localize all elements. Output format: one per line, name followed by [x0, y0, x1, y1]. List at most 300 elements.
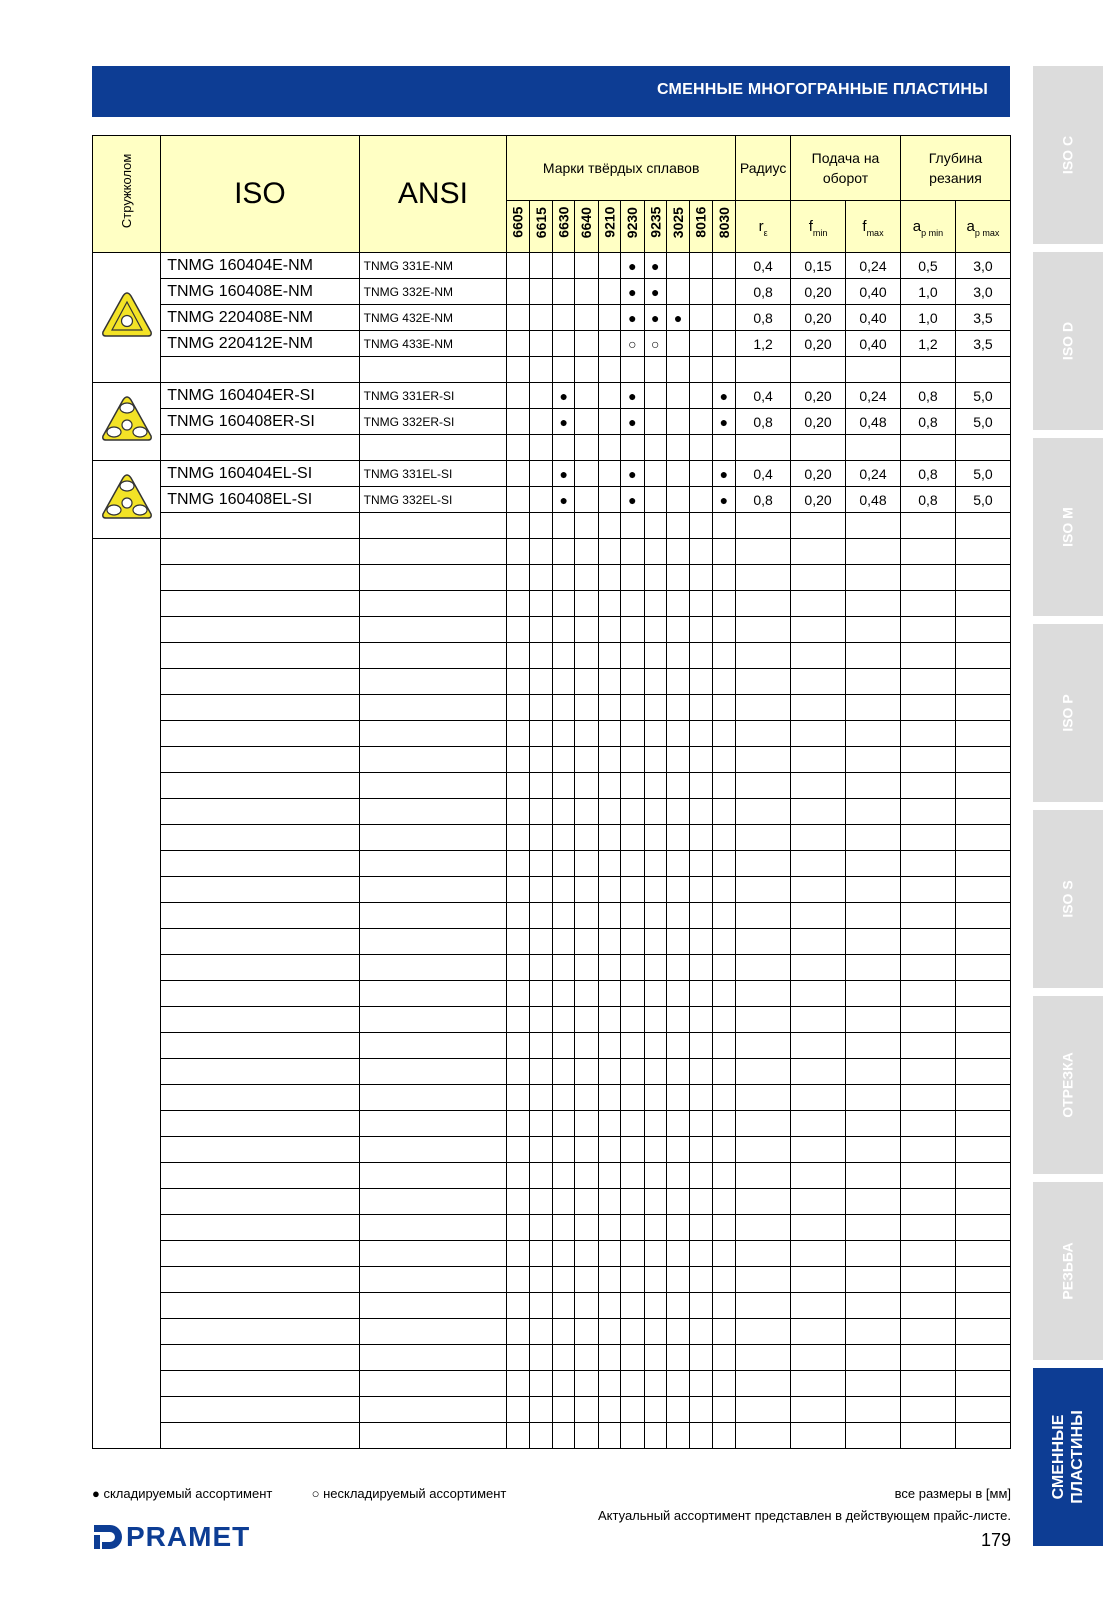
empty-cell [575, 695, 598, 721]
empty-cell [791, 1345, 846, 1371]
table-row-empty [93, 929, 1011, 955]
empty-cell [161, 1241, 359, 1267]
value-apmax: 5,0 [955, 383, 1010, 409]
empty-cell [621, 1371, 644, 1397]
empty-cell [359, 1267, 507, 1293]
empty-cell [712, 1137, 735, 1163]
table-row [93, 305, 1011, 331]
empty-cell [529, 1371, 552, 1397]
value-fmin: 0,20 [791, 487, 846, 513]
empty-cell [690, 1319, 712, 1345]
empty-cell [644, 903, 666, 929]
empty-cell [598, 747, 620, 773]
empty-cell [644, 539, 666, 565]
empty-cell [791, 1163, 846, 1189]
empty-cell [621, 435, 644, 461]
empty-cell [552, 513, 574, 539]
side-tab-label: СМЕННЫЕ ПЛАСТИНЫ [1050, 1410, 1086, 1504]
empty-cell [644, 1267, 666, 1293]
value-fmax: 0,48 [846, 409, 901, 435]
empty-cell [644, 773, 666, 799]
empty-cell [598, 1085, 620, 1111]
empty-cell [666, 1319, 689, 1345]
empty-cell [690, 643, 712, 669]
grade-availability [666, 487, 689, 513]
grade-availability [575, 409, 598, 435]
empty-cell [575, 669, 598, 695]
empty-cell [791, 1371, 846, 1397]
header-bar [92, 66, 1010, 117]
empty-cell [666, 669, 689, 695]
empty-cell [644, 799, 666, 825]
side-tab-6[interactable] [1033, 996, 1103, 1174]
empty-cell [507, 591, 529, 617]
empty-cell [529, 1033, 552, 1059]
empty-cell [598, 513, 620, 539]
side-tab-2[interactable] [1033, 252, 1103, 430]
empty-cell [529, 1241, 552, 1267]
empty-cell [736, 1241, 791, 1267]
empty-cell [507, 773, 529, 799]
empty-cell [359, 1163, 507, 1189]
empty-cell [791, 513, 846, 539]
empty-cell [955, 435, 1010, 461]
empty-cell [846, 981, 901, 1007]
empty-cell [900, 955, 955, 981]
grade-availability [666, 409, 689, 435]
empty-cell [552, 981, 574, 1007]
empty-cell [690, 1007, 712, 1033]
empty-cell [552, 669, 574, 695]
empty-cell [621, 357, 644, 383]
grade-availability [507, 279, 529, 305]
empty-cell [507, 1085, 529, 1111]
empty-cell [900, 1215, 955, 1241]
empty-cell [666, 1397, 689, 1423]
value-r: 0,4 [736, 253, 791, 279]
grade-availability [644, 487, 666, 513]
empty-cell [621, 929, 644, 955]
empty-cell [736, 1163, 791, 1189]
legend-stock: ● складируемый ассортимент [92, 1486, 273, 1501]
empty-cell [161, 435, 359, 461]
empty-cell [955, 1085, 1010, 1111]
empty-cell [359, 929, 507, 955]
empty-cell [666, 539, 689, 565]
empty-cell [575, 1293, 598, 1319]
empty-cell [736, 1033, 791, 1059]
empty-cell [359, 1189, 507, 1215]
side-tab-4[interactable] [1033, 624, 1103, 802]
empty-cell [507, 1267, 529, 1293]
empty-cell [712, 1319, 735, 1345]
empty-cell [690, 1423, 712, 1449]
empty-cell [529, 695, 552, 721]
empty-cell [736, 903, 791, 929]
empty-cell [690, 1189, 712, 1215]
units-note: все размеры в [мм] [894, 1486, 1011, 1501]
empty-cell [736, 695, 791, 721]
empty-cell [791, 773, 846, 799]
empty-cell [575, 1241, 598, 1267]
empty-cell [644, 669, 666, 695]
ansi-code: TNMG 332EL-SI [359, 487, 507, 513]
empty-cell [666, 1215, 689, 1241]
empty-cell [507, 695, 529, 721]
grade-availability: ● [644, 279, 666, 305]
empty-cell [507, 851, 529, 877]
side-tab-8[interactable] [1033, 1368, 1103, 1546]
empty-cell [666, 1007, 689, 1033]
empty-cell [644, 1085, 666, 1111]
grade-availability [712, 305, 735, 331]
grade-availability [507, 409, 529, 435]
empty-cell [552, 929, 574, 955]
empty-cell [529, 799, 552, 825]
empty-cell [507, 513, 529, 539]
empty-cell [690, 1241, 712, 1267]
side-tab-1[interactable] [1033, 66, 1103, 244]
empty-cell [846, 929, 901, 955]
empty-cell [846, 591, 901, 617]
empty-cell [598, 643, 620, 669]
empty-cell [552, 773, 574, 799]
empty-cell [598, 1215, 620, 1241]
empty-cell [736, 643, 791, 669]
grade-availability [690, 383, 712, 409]
grade-header-6630: 6630 [552, 201, 574, 253]
grade-availability [552, 279, 574, 305]
empty-cell [507, 981, 529, 1007]
depth-group-header: Глубина резания [900, 136, 1010, 201]
grade-availability [598, 383, 620, 409]
empty-cell [598, 799, 620, 825]
empty-cell [552, 591, 574, 617]
iso-header: ISO [161, 136, 359, 253]
empty-cell [736, 565, 791, 591]
empty-cell [900, 747, 955, 773]
empty-cell [846, 1215, 901, 1241]
value-apmax: 3,5 [955, 331, 1010, 357]
iso-code: TNMG 160408ER-SI [161, 409, 359, 435]
empty-cell [955, 1215, 1010, 1241]
grade-availability: ● [644, 305, 666, 331]
empty-cell [736, 981, 791, 1007]
empty-cell [666, 773, 689, 799]
empty-cell [666, 1059, 689, 1085]
sym-apmax-header: $a_{p max}$ [955, 201, 1010, 253]
table-row-empty [93, 617, 1011, 643]
empty-cell [507, 955, 529, 981]
table-row-empty [93, 1085, 1011, 1111]
value-r: 1,2 [736, 331, 791, 357]
empty-cell [621, 591, 644, 617]
empty-cell [955, 877, 1010, 903]
empty-cell [900, 799, 955, 825]
empty-cell [359, 1215, 507, 1241]
empty-cell [736, 591, 791, 617]
empty-cell [955, 695, 1010, 721]
empty-cell [846, 643, 901, 669]
grade-availability [598, 487, 620, 513]
empty-cell [736, 1007, 791, 1033]
table-row-empty [93, 357, 1011, 383]
grade-availability [552, 253, 574, 279]
empty-cell [666, 1267, 689, 1293]
empty-cell [552, 695, 574, 721]
empty-cell [575, 877, 598, 903]
empty-cell [955, 617, 1010, 643]
grade-availability [575, 383, 598, 409]
empty-cell [359, 1371, 507, 1397]
empty-cell [552, 721, 574, 747]
empty-cell [955, 955, 1010, 981]
empty-cell [666, 513, 689, 539]
empty-cell [161, 981, 359, 1007]
empty-cell [529, 1085, 552, 1111]
empty-cell [507, 1163, 529, 1189]
empty-cell [359, 435, 507, 461]
empty-cell [690, 773, 712, 799]
empty-cell [712, 825, 735, 851]
triangle-insert-nm-icon [93, 290, 160, 345]
empty-cell [161, 955, 359, 981]
empty-cell [690, 1137, 712, 1163]
empty-cell [552, 1033, 574, 1059]
side-tab-label: РЕЗЬБА [1059, 1242, 1076, 1300]
empty-cell [161, 1059, 359, 1085]
empty-cell [690, 1267, 712, 1293]
empty-cell [552, 1059, 574, 1085]
empty-cell [621, 539, 644, 565]
empty-cell [791, 825, 846, 851]
empty-cell [644, 1033, 666, 1059]
empty-cell [666, 1163, 689, 1189]
empty-cell [552, 1423, 574, 1449]
empty-cell [644, 1293, 666, 1319]
empty-cell [690, 877, 712, 903]
empty-cell [666, 799, 689, 825]
empty-cell [507, 1007, 529, 1033]
empty-cell [598, 1163, 620, 1189]
empty-cell [712, 1111, 735, 1137]
empty-cell [359, 825, 507, 851]
grade-availability: ● [621, 461, 644, 487]
empty-cell [552, 877, 574, 903]
empty-cell [690, 903, 712, 929]
value-apmax: 5,0 [955, 409, 1010, 435]
legend-nonstock: ○ нескладируемый ассортимент [311, 1486, 507, 1501]
empty-cell [712, 669, 735, 695]
empty-cell [690, 1371, 712, 1397]
table-row [93, 487, 1011, 513]
value-apmax: 5,0 [955, 461, 1010, 487]
empty-cell [791, 1189, 846, 1215]
empty-cell [575, 1007, 598, 1033]
empty-cell [736, 1267, 791, 1293]
empty-cell [575, 1267, 598, 1293]
logo-text: PRAMET [126, 1521, 251, 1552]
empty-cell [161, 799, 359, 825]
empty-cell [161, 513, 359, 539]
ansi-code: TNMG 433E-NM [359, 331, 507, 357]
empty-cell [690, 1215, 712, 1241]
grade-availability [598, 461, 620, 487]
empty-cell [161, 1163, 359, 1189]
side-tab-3[interactable] [1033, 438, 1103, 616]
grade-availability [690, 487, 712, 513]
chipbreaker-cell [93, 461, 161, 539]
empty-cell [575, 643, 598, 669]
empty-cell [644, 357, 666, 383]
empty-cell [955, 1059, 1010, 1085]
empty-cell [791, 929, 846, 955]
empty-cell [900, 1137, 955, 1163]
empty-cell [712, 617, 735, 643]
grade-availability: ● [621, 305, 644, 331]
empty-cell [161, 1397, 359, 1423]
empty-cell [507, 539, 529, 565]
empty-cell [161, 747, 359, 773]
empty-cell [666, 825, 689, 851]
iso-code: TNMG 220412E-NM [161, 331, 359, 357]
chipbreaker-header: Стружколом [93, 136, 161, 253]
empty-cell [690, 1033, 712, 1059]
empty-cell [359, 695, 507, 721]
empty-cell [690, 929, 712, 955]
grade-availability [644, 409, 666, 435]
empty-cell [736, 1085, 791, 1111]
empty-cell [712, 1345, 735, 1371]
empty-cell [791, 539, 846, 565]
empty-cell [575, 1371, 598, 1397]
empty-cell [359, 1319, 507, 1345]
empty-cell [507, 357, 529, 383]
empty-cell [791, 877, 846, 903]
iso-code: TNMG 160404EL-SI [161, 461, 359, 487]
empty-cell [552, 357, 574, 383]
empty-cell [644, 643, 666, 669]
empty-cell [575, 617, 598, 643]
empty-cell [690, 851, 712, 877]
value-fmin: 0,20 [791, 383, 846, 409]
empty-cell [161, 1371, 359, 1397]
empty-cell [846, 1423, 901, 1449]
chipbreaker-cell-empty [93, 539, 161, 1449]
empty-cell [955, 1345, 1010, 1371]
grade-header-9210: 9210 [598, 201, 620, 253]
grade-availability [529, 461, 552, 487]
empty-cell [161, 643, 359, 669]
empty-cell [575, 799, 598, 825]
table-row-empty [93, 669, 1011, 695]
empty-cell [666, 1111, 689, 1137]
empty-cell [161, 721, 359, 747]
empty-cell [846, 903, 901, 929]
empty-cell [736, 721, 791, 747]
radius-group-header: Радиус [736, 136, 791, 201]
empty-cell [575, 1319, 598, 1345]
grade-availability: ● [552, 383, 574, 409]
table-row-empty [93, 1163, 1011, 1189]
grade-availability [575, 253, 598, 279]
empty-cell [529, 955, 552, 981]
side-tab-label: ISO C [1059, 135, 1076, 175]
empty-cell [575, 1397, 598, 1423]
empty-cell [791, 1085, 846, 1111]
empty-cell [666, 1423, 689, 1449]
empty-cell [598, 1371, 620, 1397]
empty-cell [507, 1319, 529, 1345]
empty-cell [507, 435, 529, 461]
value-apmin: 1,0 [900, 305, 955, 331]
value-apmax: 5,0 [955, 487, 1010, 513]
empty-cell [507, 1397, 529, 1423]
grade-availability [712, 253, 735, 279]
grade-header-8016: 8016 [690, 201, 712, 253]
empty-cell [846, 721, 901, 747]
empty-cell [666, 747, 689, 773]
empty-cell [846, 1371, 901, 1397]
side-tab-5[interactable] [1033, 810, 1103, 988]
empty-cell [359, 1007, 507, 1033]
value-fmax: 0,40 [846, 331, 901, 357]
empty-cell [666, 877, 689, 903]
empty-cell [736, 617, 791, 643]
empty-cell [359, 981, 507, 1007]
pramet-logo [92, 1522, 250, 1552]
empty-cell [598, 1241, 620, 1267]
side-tab-7[interactable] [1033, 1182, 1103, 1360]
grade-availability [666, 279, 689, 305]
grade-header-6640: 6640 [575, 201, 598, 253]
grade-availability [575, 279, 598, 305]
empty-cell [955, 565, 1010, 591]
value-r: 0,8 [736, 487, 791, 513]
sym-r-header: $r_\varepsilon$ [736, 201, 791, 253]
empty-cell [736, 747, 791, 773]
empty-cell [791, 1267, 846, 1293]
empty-cell [644, 695, 666, 721]
grade-availability [529, 383, 552, 409]
empty-cell [575, 565, 598, 591]
empty-cell [598, 435, 620, 461]
table-row-empty [93, 1319, 1011, 1345]
grade-availability: ● [552, 409, 574, 435]
empty-cell [690, 721, 712, 747]
empty-cell [161, 1033, 359, 1059]
pramet-logo-icon [92, 1523, 122, 1551]
grade-availability [575, 305, 598, 331]
empty-cell [712, 643, 735, 669]
table-row-empty [93, 1059, 1011, 1085]
empty-cell [846, 1163, 901, 1189]
value-fmax: 0,24 [846, 383, 901, 409]
table-row-empty [93, 825, 1011, 851]
empty-cell [690, 1163, 712, 1189]
empty-cell [161, 1267, 359, 1293]
empty-cell [359, 721, 507, 747]
empty-cell [552, 1293, 574, 1319]
empty-cell [359, 1085, 507, 1111]
value-fmin: 0,20 [791, 409, 846, 435]
sym-fmax-header: $f_{max}$ [846, 201, 901, 253]
empty-cell [791, 617, 846, 643]
empty-cell [161, 1215, 359, 1241]
empty-cell [529, 513, 552, 539]
empty-cell [529, 1059, 552, 1085]
empty-cell [900, 669, 955, 695]
